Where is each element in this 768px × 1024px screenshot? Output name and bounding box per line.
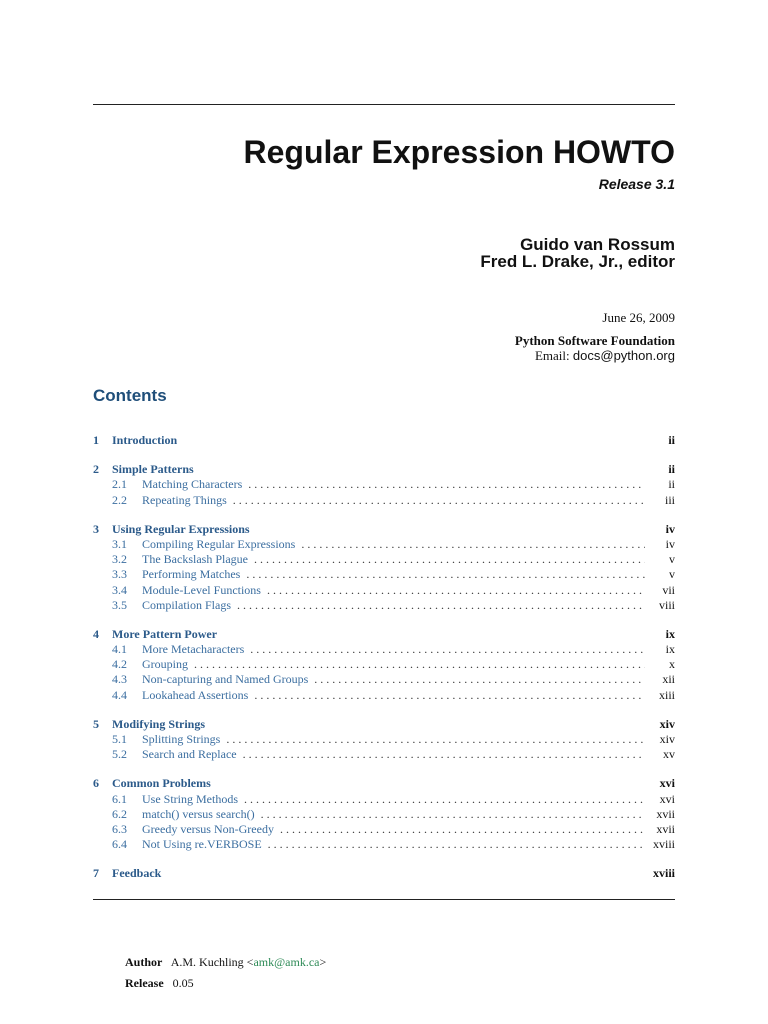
toc-section-entry[interactable] xyxy=(93,776,675,791)
toc-subsection-page: ii xyxy=(668,477,675,492)
toc-leader-dots xyxy=(250,642,645,657)
author-editor: Fred L. Drake, Jr., editor xyxy=(480,252,675,271)
toc-section xyxy=(93,776,675,852)
toc-section-page: xvi xyxy=(659,776,675,791)
toc-section-entry[interactable] xyxy=(93,717,675,732)
toc-subsection-title[interactable]: Grouping xyxy=(142,657,188,672)
toc-subsection-entry[interactable] xyxy=(93,657,675,672)
release-value: 0.05 xyxy=(172,976,194,990)
toc-subsection-number: 2.2 xyxy=(112,492,127,507)
toc-subsection-page: ix xyxy=(665,642,675,657)
toc-section xyxy=(93,522,675,613)
author-label: Author xyxy=(125,955,163,969)
author-field xyxy=(125,955,326,970)
toc-subsection-number: 3.1 xyxy=(112,536,127,551)
toc-subsection-number: 6.1 xyxy=(112,791,127,806)
toc-subsection-title[interactable]: Use String Methods xyxy=(142,791,238,806)
toc-section-entry[interactable] xyxy=(93,433,675,448)
table-of-contents xyxy=(93,433,675,896)
author-name: A.M. Kuchling < xyxy=(170,955,254,969)
toc-section-title[interactable]: Using Regular Expressions xyxy=(112,521,250,536)
authors-block xyxy=(480,236,675,270)
toc-section-page: ii xyxy=(668,433,675,447)
toc-section-entry[interactable] xyxy=(93,522,675,537)
email-address[interactable]: docs@python.org xyxy=(572,348,675,363)
publication-date: June 26, 2009 xyxy=(602,310,675,325)
toc-section-number: 6 xyxy=(93,776,99,791)
toc-subsection-page: iii xyxy=(664,492,675,507)
toc-subsection-page: xii xyxy=(662,672,675,687)
toc-leader-dots xyxy=(194,657,645,672)
toc-subsection-number: 6.4 xyxy=(112,837,127,852)
toc-section-number: 2 xyxy=(93,462,99,477)
toc-subsection-title[interactable]: Greedy versus Non-Greedy xyxy=(142,821,274,836)
toc-subsection-page: v xyxy=(669,552,675,567)
toc-subsection-title[interactable]: Non-capturing and Named Groups xyxy=(142,672,309,687)
toc-section-page: iv xyxy=(665,521,675,536)
toc-subsection-page: xiv xyxy=(659,732,675,746)
toc-leader-dots xyxy=(280,822,645,837)
toc-subsection-title[interactable]: Search and Replace xyxy=(142,747,237,762)
toc-subsection-entry[interactable] xyxy=(93,493,675,508)
toc-leader-dots xyxy=(301,537,645,552)
toc-subsection-entry[interactable] xyxy=(93,583,675,598)
toc-leader-dots xyxy=(268,837,645,852)
contents-heading: Contents xyxy=(93,386,167,405)
toc-section-title[interactable]: Introduction xyxy=(112,433,178,447)
toc-subsection-number: 4.1 xyxy=(112,642,127,657)
toc-section-number: 5 xyxy=(93,716,99,731)
toc-leader-dots xyxy=(254,688,645,703)
toc-section-page: xviii xyxy=(652,866,675,881)
toc-subsection-title[interactable]: Compilation Flags xyxy=(142,597,232,612)
toc-subsection-page: xviii xyxy=(652,837,675,852)
toc-subsection-entry[interactable] xyxy=(93,598,675,613)
toc-subsection-entry[interactable] xyxy=(93,807,675,822)
toc-leader-dots xyxy=(248,477,645,492)
toc-subsection-entry[interactable] xyxy=(93,567,675,582)
toc-subsection-entry[interactable] xyxy=(93,792,675,807)
release-field xyxy=(125,976,194,991)
author-close: > xyxy=(319,955,327,969)
toc-subsection-number: 5.2 xyxy=(112,747,127,762)
toc-section-page: xiv xyxy=(659,716,675,731)
toc-section xyxy=(93,866,675,881)
toc-subsection-entry[interactable] xyxy=(93,688,675,703)
toc-subsection-page: xvii xyxy=(656,821,675,836)
email-label: Email: xyxy=(534,348,570,363)
toc-subsection-page: xiii xyxy=(658,687,675,702)
toc-subsection-page: xvii xyxy=(656,806,675,821)
toc-subsection-title[interactable]: Compiling Regular Expressions xyxy=(142,536,296,551)
toc-leader-dots xyxy=(244,792,645,807)
toc-subsection-number: 4.4 xyxy=(112,687,127,702)
toc-section xyxy=(93,627,675,703)
toc-subsection-title[interactable]: Splitting Strings xyxy=(142,732,221,746)
toc-section-number: 7 xyxy=(93,866,99,881)
toc-leader-dots xyxy=(246,567,645,582)
toc-leader-dots xyxy=(267,583,645,598)
toc-subsection-title[interactable]: Matching Characters xyxy=(142,477,243,492)
toc-subsection-page: v xyxy=(669,567,675,582)
toc-leader-dots xyxy=(243,747,645,762)
toc-section-entry[interactable] xyxy=(93,627,675,642)
toc-subsection-title[interactable]: Not Using re.VERBOSE xyxy=(142,837,262,852)
toc-subsection-title[interactable]: Module-Level Functions xyxy=(142,582,261,597)
toc-subsection-number: 3.3 xyxy=(112,567,127,582)
toc-leader-dots xyxy=(237,598,645,613)
toc-section-title[interactable]: More Pattern Power xyxy=(112,626,218,641)
toc-leader-dots xyxy=(314,672,645,687)
organization: Python Software Foundation xyxy=(514,333,675,348)
toc-leader-dots xyxy=(226,732,645,747)
toc-section xyxy=(93,433,675,448)
toc-leader-dots xyxy=(261,807,645,822)
toc-subsection-entry[interactable] xyxy=(93,837,675,852)
top-rule xyxy=(93,104,675,105)
toc-section xyxy=(93,462,675,508)
toc-section-page: ii xyxy=(668,462,675,477)
toc-leader-dots xyxy=(233,493,645,508)
toc-subsection-entry[interactable] xyxy=(93,732,675,747)
toc-subsection-number: 6.2 xyxy=(112,806,127,821)
toc-section-number: 4 xyxy=(93,626,99,641)
toc-section-number: 1 xyxy=(93,433,99,447)
toc-section-title[interactable]: Simple Patterns xyxy=(112,462,194,477)
toc-section xyxy=(93,717,675,763)
toc-subsection-number: 4.3 xyxy=(112,672,127,687)
toc-subsection-number: 2.1 xyxy=(112,477,127,492)
toc-section-title[interactable]: Feedback xyxy=(112,866,162,881)
release-line: Release 3.1 xyxy=(598,176,675,192)
toc-subsection-number: 5.1 xyxy=(112,732,127,746)
toc-subsection-entry[interactable] xyxy=(93,537,675,552)
bottom-rule xyxy=(93,899,675,900)
toc-subsection-title[interactable]: match() versus search() xyxy=(142,806,255,821)
toc-section-page: ix xyxy=(665,626,675,641)
toc-subsection-title[interactable]: Repeating Things xyxy=(142,492,227,507)
toc-subsection-title[interactable]: The Backslash Plague xyxy=(142,552,248,567)
toc-subsection-entry[interactable] xyxy=(93,672,675,687)
toc-subsection-title[interactable]: Performing Matches xyxy=(142,567,241,582)
toc-subsection-entry[interactable] xyxy=(93,822,675,837)
toc-subsection-entry[interactable] xyxy=(93,642,675,657)
toc-subsection-page: vii xyxy=(662,582,675,597)
toc-leader-dots xyxy=(254,552,645,567)
toc-subsection-page: viii xyxy=(658,597,675,612)
toc-subsection-entry[interactable] xyxy=(93,552,675,567)
document-title: Regular Expression HOWTO xyxy=(243,134,675,170)
toc-section-title[interactable]: Common Problems xyxy=(112,776,211,791)
toc-section-title[interactable]: Modifying Strings xyxy=(112,716,206,731)
toc-subsection-number: 3.4 xyxy=(112,582,127,597)
toc-subsection-number: 4.2 xyxy=(112,657,127,672)
toc-subsection-entry[interactable] xyxy=(93,747,675,762)
toc-section-entry[interactable] xyxy=(93,866,675,881)
toc-subsection-page: iv xyxy=(665,536,675,551)
toc-subsection-page: xv xyxy=(663,747,675,762)
toc-subsection-number: 3.5 xyxy=(112,597,127,612)
toc-subsection-page: xvi xyxy=(659,791,675,806)
toc-subsection-title[interactable]: More Metacharacters xyxy=(142,642,245,657)
author-email-link[interactable]: amk@amk.ca xyxy=(253,955,320,969)
toc-section-entry[interactable] xyxy=(93,462,675,477)
toc-subsection-entry[interactable] xyxy=(93,477,675,492)
toc-subsection-title[interactable]: Lookahead Assertions xyxy=(142,687,249,702)
author-primary: Guido van Rossum xyxy=(520,235,675,254)
toc-subsection-number: 3.2 xyxy=(112,552,127,567)
release-label: Release xyxy=(125,976,164,990)
toc-section-number: 3 xyxy=(93,521,99,536)
toc-subsection-number: 6.3 xyxy=(112,821,127,836)
toc-subsection-page: x xyxy=(669,657,675,672)
email-line xyxy=(535,348,675,364)
